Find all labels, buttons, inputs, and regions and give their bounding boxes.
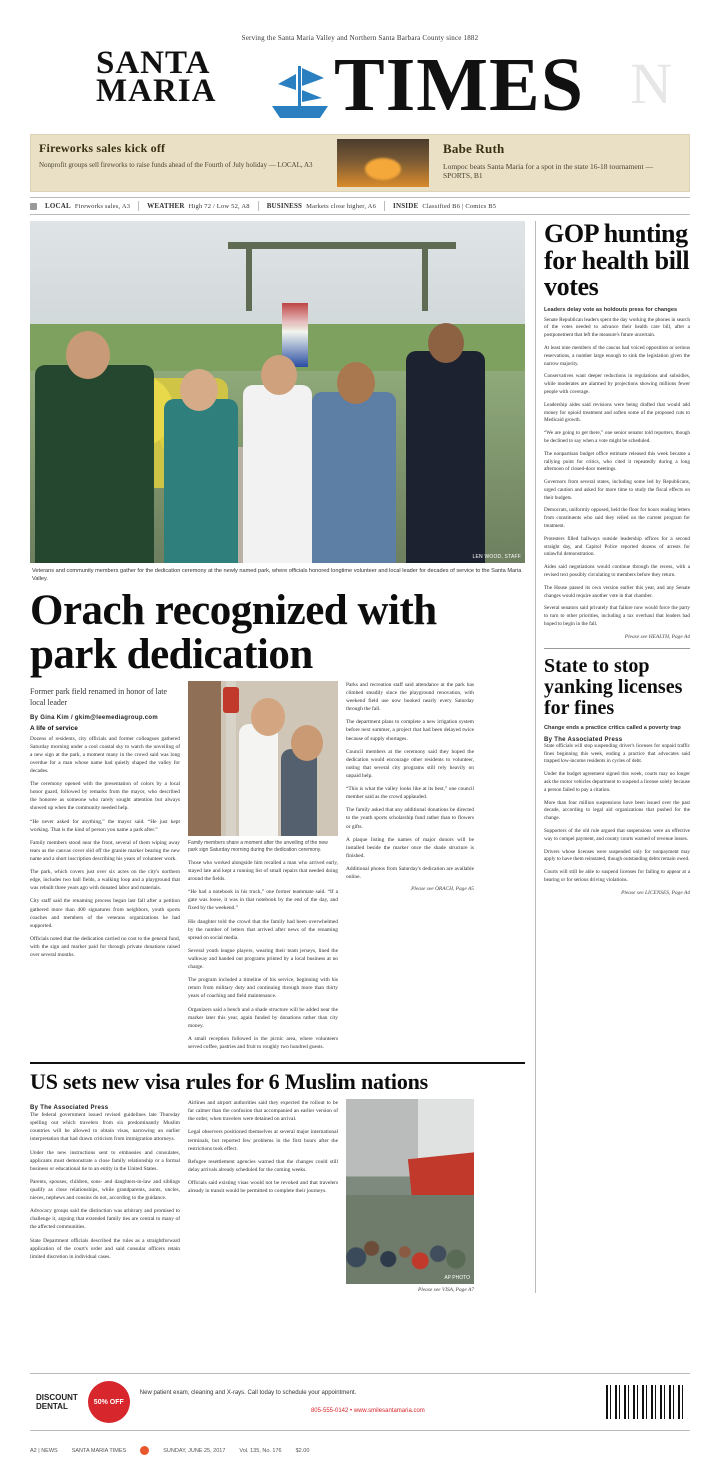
paragraph: Leadership aides said revisions were being drafted that would add money for opioid treatment and soften some of the proposed cuts to Medicaid growth. — [544, 401, 690, 424]
index-item-label: BUSINESS — [266, 202, 303, 210]
paragraph: Democrats, uniformly opposed, held the floor for hours reading letters from constituents who said they relied on the current program for treatment. — [544, 507, 690, 530]
paragraph: Aides said negotiations would continue through the recess, with a revised text possibly circulating to members before they return. — [544, 564, 690, 579]
rail-divider — [544, 648, 690, 649]
barcode — [606, 1385, 684, 1419]
nameplate-santa-maria — [96, 45, 217, 109]
paragraph: Officials noted that the dedication carried no cost to the general fund, with the sign and marker paid for through private donations raised over several months. — [30, 935, 180, 959]
ad-logo-line2: DENTAL — [36, 1402, 68, 1411]
visa-story-columns — [30, 1099, 525, 1293]
paragraph: State Department officials described the rules as a straightforward application of the court's order and said consular officers retain limited discretion in individual cases. — [30, 1237, 180, 1260]
index-item-text: Fireworks sales, A3 — [74, 203, 131, 210]
paragraph: Supporters of the old rule argued that suspensions were an effective way to compel payment, and county courts warned of revenue losses. — [544, 828, 690, 842]
index-marker-icon — [30, 203, 37, 210]
paragraph: The department plans to complete a new irrigation system before next summer, a project that had been delayed twice because of supply shortages. — [346, 719, 474, 742]
visa-byline: By The Associated Press — [30, 1105, 109, 1112]
masthead — [0, 0, 720, 130]
masthead-kicker: Serving the Santa Maria Valley and Northern Santa Barbara County since 1882 — [241, 34, 479, 42]
ship-logo-icon — [262, 60, 338, 124]
nameplate — [0, 44, 720, 130]
visa-photo-credit: AP PHOTO — [444, 1275, 470, 1282]
promo-right[interactable] — [435, 135, 689, 191]
story-column-1 — [30, 681, 180, 1056]
index-item[interactable] — [259, 202, 384, 210]
paragraph: “He never asked for anything,” the mayor said. “He just kept working. That is the kind of person you name a park after.” — [30, 818, 180, 833]
paragraph: The park, which covers just over six acres on the city's northern edge, includes two ball fields, a walking loop and a playground that was rebuilt three years ago with donated labor and materials. — [30, 869, 180, 892]
promo-left-subtext: Nonprofit groups sell fireworks to raise funds ahead of the Fourth of July holiday — LOCAL, A3 — [39, 161, 313, 169]
color-registration-icon — [140, 1446, 149, 1455]
promo-right-headline: Babe Ruth — [443, 141, 505, 156]
paragraph: Under the budget agreement signed this week, courts may no longer ask the motor vehicles department to suspend a license solely because a person failed to pay a citation. — [544, 771, 690, 793]
rail-story2-headline[interactable]: State to stop yanking licenses for fines — [544, 654, 683, 719]
ad-line-2: 805-555-0142 • www.smilesantamaria.com — [310, 1408, 425, 1414]
ad-logo-line1: DISCOUNT — [36, 1392, 78, 1402]
paragraph: Those who worked alongside him recalled a man who arrived early, stayed late and kept a running list of small repairs that needed doing around the fields. — [188, 859, 338, 883]
ad-discount-badge: 50% OFF — [88, 1381, 130, 1423]
lead-deck: Former park field renamed in honor of late local leader — [30, 686, 168, 707]
visa-jumpline[interactable]: Please see VISA, Page A7 — [417, 1287, 474, 1294]
promo-thumbnail-image — [337, 139, 429, 187]
paragraph: Governors from several states, including some led by Republicans, urged caution and asked for more time to study the fiscal effects on their budgets. — [544, 479, 690, 501]
ad-copy — [140, 1390, 596, 1414]
rail-story1-headline[interactable]: GOP hunting for health bill votes — [544, 219, 690, 302]
right-rail — [535, 221, 690, 1293]
footer-item: SANTA MARIA TIMES — [71, 1447, 127, 1454]
paragraph: Courts will still be able to suspend licenses for failing to appear at a hearing or for serious driving violations. — [544, 869, 690, 883]
visa-photo — [346, 1099, 474, 1284]
section-divider — [30, 1062, 525, 1064]
nameplate-ghost-letter: N — [630, 51, 674, 116]
visa-column-1 — [30, 1099, 180, 1293]
index-item[interactable] — [37, 202, 138, 210]
paragraph: Drivers whose licenses were suspended only for nonpayment may apply to have them reinstated, though outstanding debts remain owed. — [544, 848, 690, 863]
lead-photo-caption: Veterans and community members gather for the dedication ceremony at the newly named park, where officials honored longtime volunteer and local leader for decades of service to the Santa Maria Valley. — [32, 568, 522, 583]
paragraph: A plaque listing the names of major donors will be installed beside the marker once the shade structure is finished. — [346, 836, 474, 859]
rail-story1-deck: Leaders delay vote as holdouts press for changes — [544, 306, 678, 313]
paragraph: State officials will stop suspending driver's licenses for unpaid traffic fines beginning this week, ending a practice that advocates said trapped low-income residents in cycles of debt. — [544, 742, 690, 765]
lead-jumpline[interactable]: Please see ORACH, Page A5 — [411, 886, 474, 893]
paragraph: Additional photos from Saturday's dedication are available online. — [346, 866, 474, 881]
bottom-advertisement[interactable] — [30, 1373, 690, 1431]
paragraph: Organizers said a bench and a shade structure will be added near the marker later this year, again funded by donations rather than city money. — [188, 1006, 338, 1029]
paragraph: Dozens of residents, city officials and former colleagues gathered Saturday morning under a cool coastal sky to watch the unveiling of a new sign at the park, a moment many in the crowd said was long overdue for a man whose name had quietly shaped the valley for decades. — [30, 735, 180, 774]
paragraph: Protesters filled hallways outside leadership offices for a second straight day, and Capitol Police reported dozens of arrests for unlawful demonstration. — [544, 535, 690, 558]
story-column-2 — [188, 681, 338, 1056]
nameplate-line2: MARIA — [96, 72, 217, 109]
footer-item: $2.00 — [295, 1447, 310, 1454]
footer-item: SUNDAY, JUNE 25, 2017 — [163, 1447, 226, 1454]
story-column-3 — [346, 681, 474, 1056]
visa-column-2 — [188, 1099, 338, 1293]
footer-item: A2 | NEWS — [30, 1447, 58, 1454]
rail-story1-jumpline[interactable]: Please see HEALTH, Page A4 — [624, 633, 690, 640]
visa-headline[interactable]: US sets new visa rules for 6 Muslim nations — [30, 1069, 429, 1095]
paragraph: Advocacy groups said the distinction was arbitrary and promised to challenge it, arguing that extended family ties are central to many of the affected communities. — [30, 1208, 180, 1231]
index-bar — [30, 197, 690, 215]
nameplate-times: TIMES — [334, 43, 584, 127]
paragraph: Senate Republican leaders spent the day working the phones in search of the votes needed to advance their health care bill, after a postponement that left the measure's future uncertain. — [544, 316, 690, 339]
footer-item: Vol. 135, No. 176 — [239, 1447, 282, 1454]
lead-headline[interactable]: Orach recognized with park dedication — [30, 587, 437, 679]
paragraph: At least nine members of the caucus had voiced opposition or serious reservations, a number large enough to sink the legislation given the narrow majority. — [544, 344, 690, 367]
paragraph: Several youth league players, wearing their team jerseys, lined the walkway and handed out programs printed by a local business at no charge. — [188, 947, 338, 971]
paragraph: “He had a notebook in his truck,” one former teammate said. “If a gate was loose, it was in that notebook by the end of the day, and fixed by the weekend.” — [188, 889, 338, 912]
page-footer — [30, 1446, 690, 1455]
paragraph: The program included a timeline of his service, beginning with his return from military duty and continuing through more than thirty years of coaching and field maintenance. — [188, 977, 338, 1000]
index-item-label: WEATHER — [147, 202, 185, 210]
index-item-text: Classified B6 | Comics B5 — [422, 203, 497, 210]
paragraph: Family members stood near the front, several of them wiping away tears as the canvas cover slid off the granite marker bearing the new name and a short inscription describing his years of volunteer work. — [30, 839, 180, 862]
index-item-label: LOCAL — [45, 202, 71, 210]
paragraph: Council members at the ceremony said they hoped the dedication would encourage other residents to volunteer, noting that several city programs still rely heavily on unpaid help. — [346, 748, 474, 780]
paragraph: “This is what the valley looks like at its best,” one council member said as the crowd applauded. — [346, 786, 474, 801]
paragraph: The House passed its own version earlier this year, and any Senate changes would require another vote in that chamber. — [544, 584, 690, 599]
index-item[interactable] — [385, 202, 504, 210]
paragraph: The federal government issued revised guidelines late Thursday spelling out which travelers from six predominantly Muslim countries will be allowed to obtain visas, narrowing an earlier interpretation that had drawn criticism from immigration attorneys. — [30, 1112, 180, 1143]
paragraph: The family asked that any additional donations be directed to the youth sports scholarship fund rather than to flowers or gifts. — [346, 807, 474, 830]
paragraph: The nonpartisan budget office estimate released this week became a rallying point for critics, who cited it repeatedly during a long afternoon of closed-door meetings. — [544, 450, 690, 473]
lead-photo — [30, 221, 525, 563]
paragraph: “We are going to get there,” one senior senator told reporters, though he declined to say when a vote might be scheduled. — [544, 430, 690, 444]
paragraph: A small reception followed in the picnic area, where volunteers served coffee, pastries and fruit to roughly two hundred guests. — [188, 1035, 338, 1051]
rail-story2-byline: By The Associated Press — [544, 736, 623, 743]
inline-photo-caption: Family members share a moment after the unveiling of the new park sign Saturday morning during the dedication ceremony. — [188, 839, 328, 853]
main-column — [30, 221, 525, 1293]
rail-story2-jumpline[interactable]: Please see LICENSES, Page A4 — [621, 889, 690, 896]
promo-strip[interactable] — [30, 134, 690, 192]
lead-subhead: A life of service — [30, 724, 78, 732]
lead-story-columns — [30, 681, 525, 1056]
ad-line-1: New patient exam, cleaning and X-rays. Call today to schedule your appointment. — [139, 1390, 357, 1396]
paragraph: The ceremony opened with the presentation of colors by a local honor guard, followed by remarks from the mayor, who described the honoree as someone who rarely sought attention but always showed up when the community needed help. — [30, 781, 180, 812]
lead-byline: By Gina Kim / gkim@leemediagroup.com — [30, 714, 159, 721]
paragraph: City staff said the renaming process began last fall after a petition gathered more than 400 signatures from neighbors, youth sports coaches and members of the veterans organizations he had supported. — [30, 898, 180, 929]
ad-logo — [36, 1393, 78, 1411]
rail-story2-deck: Change ends a practice critics called a poverty trap — [544, 724, 681, 731]
visa-column-3 — [346, 1099, 474, 1293]
paragraph: Refugee resettlement agencies warned that the changes could still delay arrivals already scheduled for the coming weeks. — [188, 1158, 338, 1173]
content-area — [30, 221, 690, 1293]
index-item[interactable] — [139, 202, 258, 210]
index-item-text: High 72 / Low 52, A8 — [188, 203, 250, 210]
lead-photo-credit: LEN WOOD, STAFF — [472, 554, 521, 560]
index-item-label: INSIDE — [393, 202, 419, 210]
paragraph: His daughter told the crowd that the family had been overwhelmed by the number of letters that arrived after news of the renaming spread on social media. — [188, 918, 338, 941]
paragraph: Officials said existing visas would not be revoked and that travelers already in transit would be permitted to complete their journeys. — [188, 1180, 338, 1195]
index-item-text: Markets close higher, A6 — [306, 203, 377, 210]
paragraph: Parks and recreation staff said attendance at the park has climbed steadily since the playground renovation, with weekend field use now booked nearly every Saturday through the fall. — [346, 681, 474, 713]
paragraph: Under the new instructions sent to embassies and consulates, applicants must demonstrate a close family relationship or a formal business or educational tie to an entity in the United States. — [30, 1149, 180, 1172]
promo-right-subtext: Lompoc beats Santa Maria for a spot in the state 16-18 tournament — SPORTS, B1 — [443, 162, 653, 181]
nameplate-line1: SANTA — [96, 45, 211, 81]
paragraph: Several senators said privately that failure now would force the party to turn to other priorities, including a tax overhaul that leaders had hoped to begin in the fall. — [544, 605, 690, 628]
paragraph: Conservatives want deeper reductions in regulations and subsidies, while moderates are alarmed by projections showing millions fewer people with coverage. — [544, 373, 690, 395]
paragraph: Parents, spouses, children, sons- and daughters-in-law and siblings qualify as close relationships, while grandparents, aunts, uncles, nieces, nephews and cousins do not, according to the guidance. — [30, 1178, 180, 1202]
promo-left[interactable] — [31, 135, 331, 191]
paragraph: Legal observers positioned themselves at several major international terminals, but reported few problems in the first hours after the restrictions took effect. — [188, 1129, 338, 1152]
promo-left-headline: Fireworks sales kick off — [39, 141, 166, 155]
paragraph: More than four million suspensions have been issued over the past decade, according to legal aid organizations that pushed for the change. — [544, 799, 690, 822]
inline-photo — [188, 681, 338, 836]
paragraph: Airlines and airport authorities said they expected the rollout to be far calmer than the confusion that accompanied an earlier version of the order, when travelers were detained on arrival. — [188, 1100, 338, 1123]
